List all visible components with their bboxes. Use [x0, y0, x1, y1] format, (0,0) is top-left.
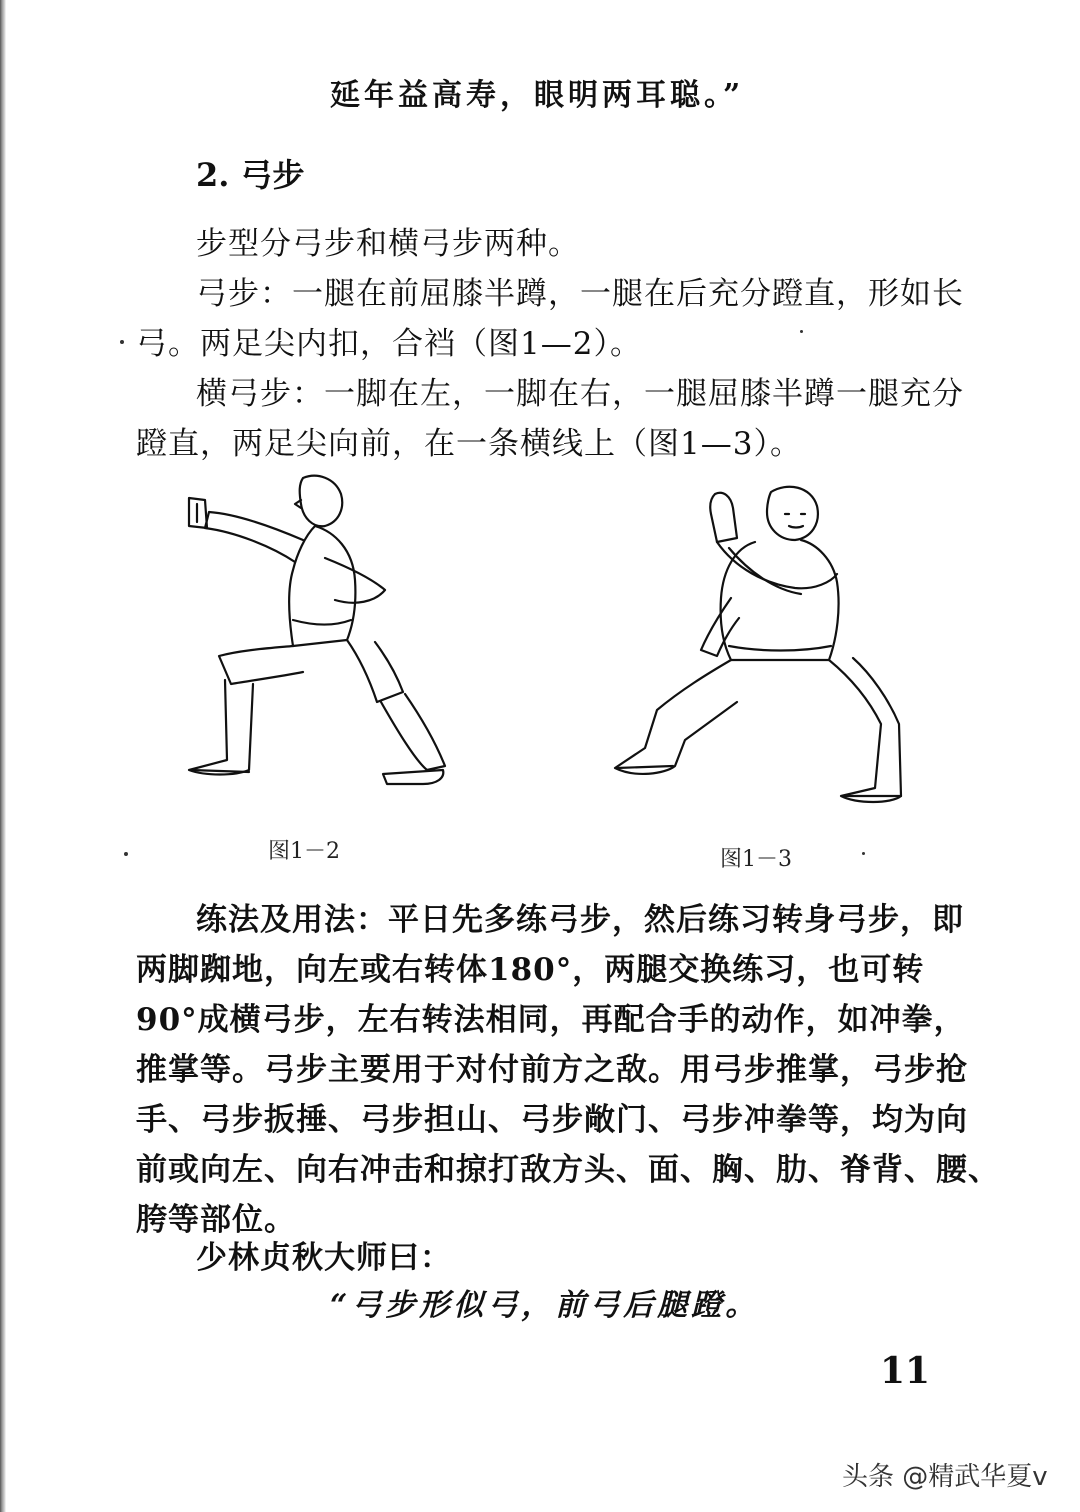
- top-quote: 延年益高寿，眼明两耳聪。”: [330, 78, 745, 113]
- paragraph-2-line-2: 弓。两足尖内扣，合裆（图1—2）。: [136, 326, 642, 362]
- figure-bow-stance: [175, 470, 455, 810]
- section-heading: 2. 弓步: [196, 156, 305, 194]
- paragraph-1: 步型分弓步和横弓步两种。: [196, 226, 580, 262]
- figure-horizontal-bow-stance: [605, 478, 915, 818]
- verse-quote: “弓步形似弓，前弓后腿蹬。: [330, 1288, 760, 1323]
- paragraph-4-line-2: 两脚踟地，向左或右转体180°，两腿交换练习，也可转: [136, 952, 925, 988]
- paragraph-4-line-4: 推掌等。弓步主要用于对付前方之敌。用弓步推掌，弓步抢: [136, 1052, 968, 1088]
- watermark: 头条 @精武华夏v: [842, 1462, 1048, 1492]
- paragraph-3-line-1: 横弓步：一脚在左，一脚在右，一腿屈膝半蹲一腿充分: [196, 376, 964, 412]
- paragraph-4-line-6: 前或向左、向右冲击和掠打敌方头、面、胸、肋、脊背、腰、: [136, 1152, 1000, 1188]
- page-edge: [0, 0, 6, 1512]
- paragraph-4-line-5: 手、弓步扳捶、弓步担山、弓步敞门、弓步冲拳等，均为向: [136, 1102, 968, 1138]
- page-number: 11: [880, 1350, 931, 1392]
- figure-caption-2: 图1－3: [720, 847, 792, 872]
- paragraph-4-line-1: 练法及用法：平日先多练弓步，然后练习转身弓步，即: [196, 902, 964, 938]
- paragraph-2-line-1: 弓步：一腿在前屈膝半蹲，一腿在后充分蹬直，形如长: [196, 276, 964, 312]
- scan-speck: [862, 852, 865, 855]
- figure-caption-1: 图1－2: [268, 839, 340, 864]
- scan-speck: [120, 340, 124, 344]
- scan-speck: [124, 852, 128, 856]
- paragraph-3-line-2: 蹬直，两足尖向前，在一条横线上（图1—3）。: [136, 426, 802, 462]
- paragraph-5: 少林贞秋大师曰：: [196, 1240, 452, 1276]
- paragraph-4-line-3: 90°成横弓步，左右转法相同，再配合手的动作，如冲拳，: [136, 1002, 966, 1038]
- scan-speck: [800, 330, 803, 333]
- paragraph-4-line-7: 胯等部位。: [136, 1202, 296, 1238]
